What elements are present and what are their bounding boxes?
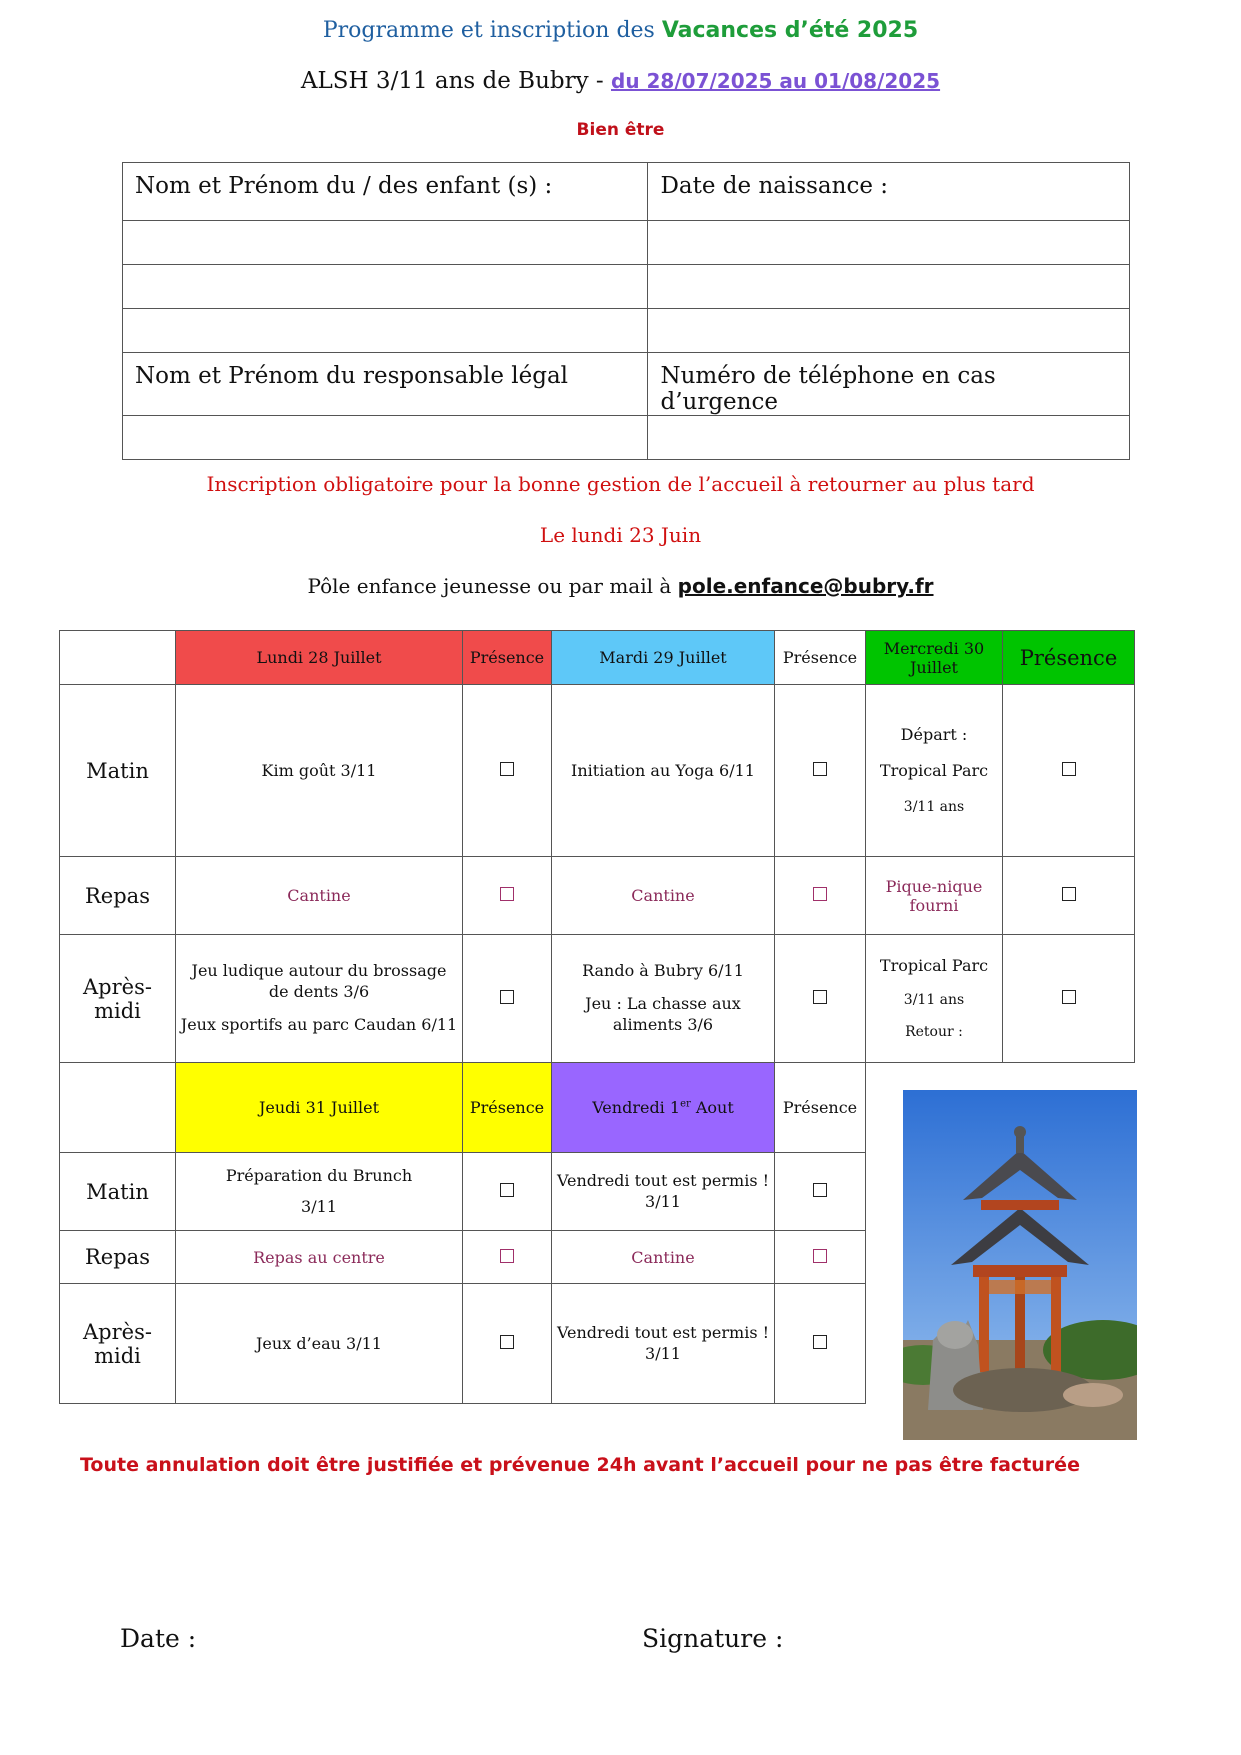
presence-header-mardi: Présence: [775, 631, 866, 685]
activity-mercredi-apres-midi: [866, 935, 1003, 1063]
presence-mardi-apres-midi[interactable]: [775, 935, 866, 1063]
birth-date-field-3[interactable]: [648, 309, 1130, 353]
row-label-apres-midi-week2: Après-midi: [60, 1284, 176, 1404]
activity-text: 3/11 ans: [903, 799, 965, 816]
meal-mercredi: [866, 857, 1003, 935]
activity-jeudi-matin: [176, 1153, 463, 1231]
theme-label: Bien être: [576, 120, 665, 140]
guardian-name-label: Nom et Prénom du responsable légal: [123, 353, 648, 416]
meal-vendredi: Cantine: [552, 1231, 775, 1284]
date-label: Date :: [120, 1624, 197, 1653]
checkbox[interactable]: [1062, 762, 1076, 776]
activity-jeudi-apres-midi: Jeux d’eau 3/11: [176, 1284, 463, 1404]
activity-vendredi-apres-midi: [552, 1284, 775, 1404]
activity-text: Jeu : La chasse aux aliments 3/6: [585, 994, 741, 1034]
presence-mardi-matin[interactable]: [775, 685, 866, 857]
presence-lundi-repas[interactable]: [463, 857, 552, 935]
day-header-vendredi-prefix: Vendredi 1: [592, 1098, 681, 1117]
checkbox[interactable]: [813, 1249, 827, 1263]
checkbox[interactable]: [813, 762, 827, 776]
title-prefix: Programme et inscription des: [322, 18, 655, 43]
activity-mercredi-matin: [866, 685, 1003, 857]
presence-lundi-matin[interactable]: [463, 685, 552, 857]
title-highlight: Vacances d’été 2025: [661, 18, 919, 43]
registration-deadline: Le lundi 23 Juin: [539, 523, 702, 547]
activity-text: Jeux sportifs au parc Caudan 6/11: [180, 1014, 458, 1034]
meal-text: Pique-nique: [885, 876, 983, 896]
activity-text: 3/11: [301, 1196, 337, 1216]
presence-mercredi-matin[interactable]: [1003, 685, 1135, 857]
corner-cell: [60, 631, 176, 685]
row-label-matin-week2: Matin: [60, 1153, 176, 1231]
activity-text: 3/11 ans: [903, 991, 965, 1008]
row-label-repas: Repas: [60, 857, 176, 935]
day-header-vendredi: [552, 1063, 775, 1153]
emergency-phone-label: Numéro de téléphone en cas d’urgence: [648, 353, 1130, 416]
birth-date-field-2[interactable]: [648, 265, 1130, 309]
subtitle-prefix: ALSH 3/11 ans de Bubry -: [300, 68, 604, 94]
activity-mardi-apres-midi: [552, 935, 775, 1063]
presence-vendredi-matin[interactable]: [775, 1153, 866, 1231]
birth-date-label: Date de naissance :: [648, 163, 1130, 221]
presence-header-jeudi: Présence: [463, 1063, 552, 1153]
checkbox[interactable]: [500, 887, 514, 901]
activity-lundi-apres-midi: [176, 935, 463, 1063]
mail-address-link[interactable]: pole.enfance@bubry.fr: [677, 574, 934, 598]
presence-jeudi-repas[interactable]: [463, 1231, 552, 1284]
children-name-label: Nom et Prénom du / des enfant (s) :: [123, 163, 648, 221]
presence-jeudi-apres-midi[interactable]: [463, 1284, 552, 1404]
meal-lundi: Cantine: [176, 857, 463, 935]
presence-jeudi-matin[interactable]: [463, 1153, 552, 1231]
activity-text: Préparation du Brunch: [225, 1165, 413, 1185]
checkbox[interactable]: [500, 1183, 514, 1197]
activity-text: Rando à Bubry 6/11: [582, 961, 744, 981]
children-name-field-1[interactable]: [123, 221, 648, 265]
day-header-vendredi-suffix: Aout: [690, 1098, 734, 1117]
day-header-jeudi: Jeudi 31 Juillet: [176, 1063, 463, 1153]
identity-form-table: [122, 162, 1130, 460]
birth-date-field-1[interactable]: [648, 221, 1130, 265]
meal-text: fourni: [909, 895, 959, 915]
day-header-mercredi: [866, 631, 1003, 685]
activity-vendredi-matin: [552, 1153, 775, 1231]
activity-text: Retour :: [905, 1023, 963, 1040]
children-name-field-2[interactable]: [123, 265, 648, 309]
meal-jeudi: Repas au centre: [176, 1231, 463, 1284]
checkbox[interactable]: [1062, 990, 1076, 1004]
checkbox[interactable]: [500, 762, 514, 776]
checkbox[interactable]: [813, 1335, 827, 1349]
day-header-vendredi-sup: er: [680, 1098, 691, 1110]
activity-text: Vendredi tout est permis !: [556, 1322, 770, 1342]
mail-line: [0, 574, 1241, 598]
subtitle-dates: du 28/07/2025 au 01/08/2025: [611, 69, 941, 93]
checkbox[interactable]: [1062, 887, 1076, 901]
day-header-lundi: Lundi 28 Juillet: [176, 631, 463, 685]
activity-text: 3/11: [645, 1343, 681, 1363]
presence-mardi-repas[interactable]: [775, 857, 866, 935]
row-label-repas-week2: Repas: [60, 1231, 176, 1284]
registration-notice: Inscription obligatoire pour la bonne gestion de l’accueil à retourner au plus tard: [206, 472, 1035, 496]
activity-text: Vendredi tout est permis !: [556, 1170, 770, 1190]
signature-label: Signature :: [642, 1624, 784, 1653]
day-header-mercredi-line1: Mercredi 30: [883, 638, 985, 658]
presence-mercredi-apres-midi[interactable]: [1003, 935, 1135, 1063]
emergency-phone-field[interactable]: [648, 416, 1130, 460]
corner-cell-week2: [60, 1063, 176, 1153]
activity-text: 3/11: [645, 1191, 681, 1211]
mail-prefix: Pôle enfance jeunesse ou par mail à: [307, 574, 672, 598]
meal-mardi: Cantine: [552, 857, 775, 935]
checkbox[interactable]: [813, 1183, 827, 1197]
pagoda-photo: [903, 1090, 1137, 1440]
presence-vendredi-repas[interactable]: [775, 1231, 866, 1284]
guardian-name-field[interactable]: [123, 416, 648, 460]
day-header-mardi: Mardi 29 Juillet: [552, 631, 775, 685]
day-header-mercredi-line2: Juillet: [910, 657, 958, 677]
presence-header-vendredi: Présence: [775, 1063, 866, 1153]
cancellation-warning: Toute annulation doit être justifiée et prévenue 24h avant l’accueil pour ne pas être facturée: [80, 1454, 1080, 1476]
children-name-field-3[interactable]: [123, 309, 648, 353]
checkbox[interactable]: [813, 887, 827, 901]
checkbox[interactable]: [500, 1249, 514, 1263]
presence-header-lundi: Présence: [463, 631, 552, 685]
activity-lundi-matin: Kim goût 3/11: [176, 685, 463, 857]
activity-text: Tropical Parc: [879, 761, 989, 781]
presence-lundi-apres-midi[interactable]: [463, 935, 552, 1063]
activity-text: Départ :: [900, 724, 968, 744]
row-label-matin: Matin: [60, 685, 176, 857]
activity-mardi-matin: Initiation au Yoga 6/11: [552, 685, 775, 857]
checkbox[interactable]: [813, 990, 827, 1004]
presence-header-mercredi: Présence: [1003, 631, 1135, 685]
presence-mercredi-repas[interactable]: [1003, 857, 1135, 935]
presence-vendredi-apres-midi[interactable]: [775, 1284, 866, 1404]
checkbox[interactable]: [500, 1335, 514, 1349]
activity-text: Jeu ludique autour du brossage de dents 3/6: [191, 961, 447, 1002]
checkbox[interactable]: [500, 990, 514, 1004]
document-subtitle: [0, 68, 1241, 94]
activity-text: Tropical Parc: [879, 955, 989, 975]
document-title: [0, 18, 1241, 43]
row-label-apres-midi: Après-midi: [60, 935, 176, 1063]
